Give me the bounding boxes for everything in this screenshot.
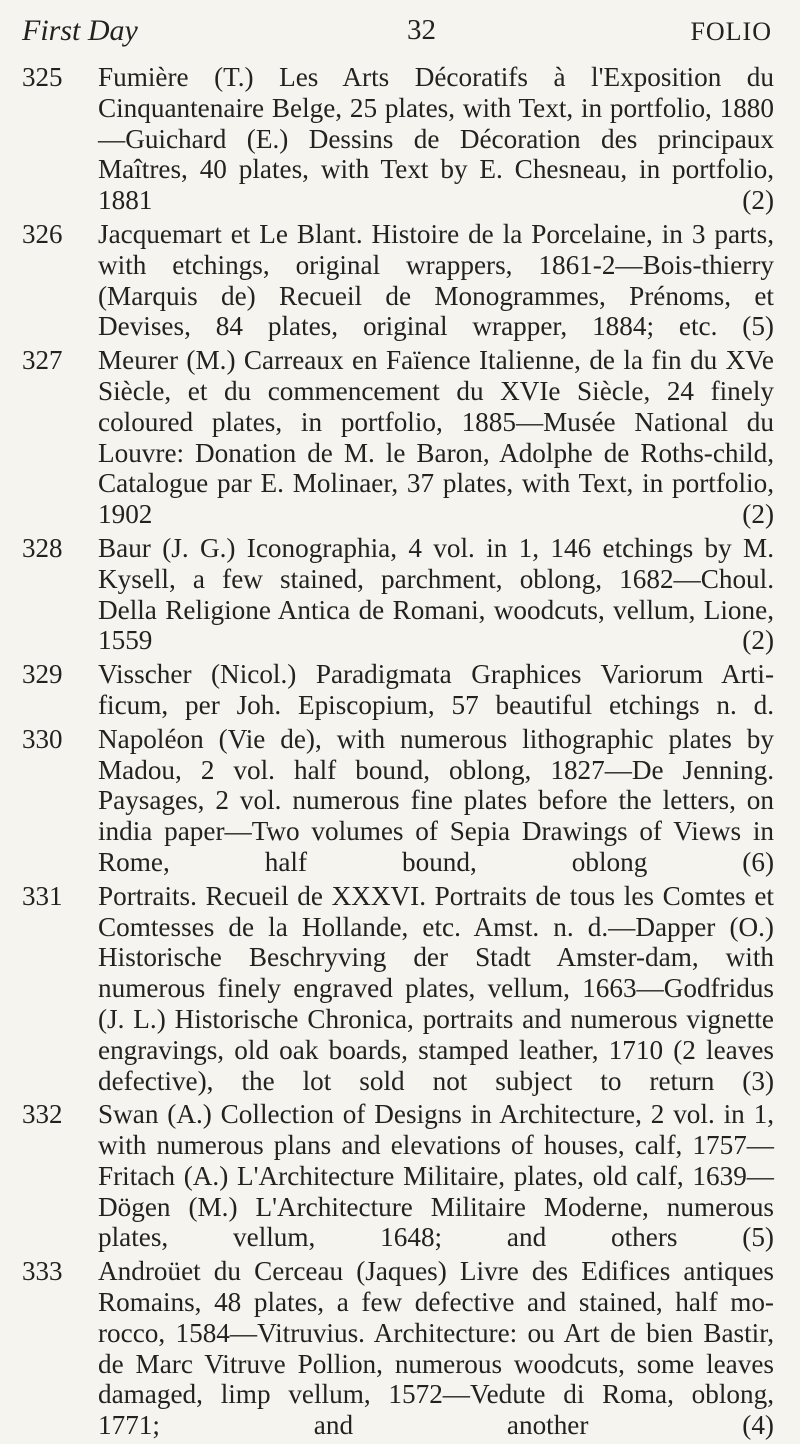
lot-description: Swan (A.) Collection of Designs in Architecture, 2 vol. in 1, with numerous plans and elevations of houses, calf, 1757—Fritach (A.) L'Architecture Militaire, plates, old calf, 1639—Dögen (M.) L'Architecture Militaire Moderne, numerous plates, vellum, 1648; and others (5) xyxy=(98,1099,774,1253)
lot-description: Visscher (Nicol.) Paradigmata Graphices Variorum Arti-ficum, per Joh. Episcopium, 57 beautiful etchings n. d. xyxy=(98,659,774,720)
lot-number: 327 xyxy=(22,345,63,376)
lot-number: 331 xyxy=(22,880,63,911)
lot-entry xyxy=(22,881,774,1097)
lot-number: 333 xyxy=(22,1256,63,1287)
lot-description: Baur (J. G.) Iconographia, 4 vol. in 1, 146 etchings by M. Kysell, a few stained, parchment, oblong, 1682—Choul. Della Religione Antica de Romani, woodcuts, vellum, Lione, 1559 (2) xyxy=(98,532,774,656)
lot-entry xyxy=(22,659,774,721)
page-header xyxy=(22,14,778,54)
lot-number: 325 xyxy=(22,62,63,92)
lot-description: Portraits. Recueil de XXXVI. Portraits de tous les Comtes et Comtesses de la Hollande, etc. Amst. n. d.—Dapper (O.) Historische Beschryving der Stadt Amster-dam, with numerous finely engraved plates, vellum, 1663—Godfridus (J. L.) Historische Chronica, portraits and numerous vignette engravings, old oak boards, stamped leather, 1710 (2 leaves defective), the lot sold not subject to return (3) xyxy=(98,880,774,1096)
lot-entry xyxy=(22,345,774,530)
lot-number: 326 xyxy=(22,218,63,249)
lot-number: 328 xyxy=(22,532,63,563)
lot-description: Jacquemart et Le Blant. Histoire de la Porcelaine, in 3 parts, with etchings, original wrappers, 1861-2—Bois-thierry (Marquis de) Recueil de Monogrammes, Prénoms, et Devises, 84 plates, original wrapper, 1884; etc. (5) xyxy=(98,218,774,342)
lot-description: Napoléon (Vie de), with numerous lithographic plates by Madou, 2 vol. half bound, oblong, 1827—De Jenning. Paysages, 2 vol. numerous fine plates before the letters, on india paper—Two volumes of Sepia Drawings of Views in Rome, half bound, oblong (6) xyxy=(98,723,774,877)
lot-description: Meurer (M.) Carreaux en Faïence Italienne, de la fin du XVe Siècle, et du commencement du XVIe Siècle, 24 finely coloured plates, in portfolio, 1885—Musée National du Louvre: Donation de M. le Baron, Adolphe de Roths-child, Catalogue par E. Molinaer, 37 plates, with Text, in portfolio, 1902 (2) xyxy=(98,345,774,530)
lot-entry xyxy=(22,1099,774,1253)
lot-description: Fumière (T.) Les Arts Décoratifs à l'Exposition du Cinquantenaire Belge, 25 plates, with Text, in portfolio, 1880—Guichard (E.) Dessins de Décoration des principaux Maîtres, 40 plates, with Text by E. Chesneau, in portfolio, 1881 (2) xyxy=(98,62,774,216)
lot-number: 330 xyxy=(22,723,63,754)
lot-number: 332 xyxy=(22,1099,63,1130)
lot-entry xyxy=(22,219,774,342)
lot-list xyxy=(22,62,774,1444)
format-heading: FOLIO xyxy=(690,17,772,46)
page-number: 32 xyxy=(407,14,436,46)
lot-entry xyxy=(22,1256,774,1441)
lot-entry xyxy=(22,533,774,656)
lot-entry xyxy=(22,724,774,878)
lot-number: 329 xyxy=(22,659,63,690)
lot-description: Androüet du Cerceau (Jaques) Livre des Edifices antiques Romains, 48 plates, a few defective and stained, half mo-rocco, 1584—Vitruvius. Architecture: ou Art de bien Bastir, de Marc Vitruve Pollion, numerous woodcuts, some leaves damaged, limp vellum, 1572—Vedute di Roma, oblong, 1771; and another (4) xyxy=(98,1256,774,1441)
day-heading: First Day xyxy=(22,14,138,47)
lot-entry xyxy=(22,62,774,216)
